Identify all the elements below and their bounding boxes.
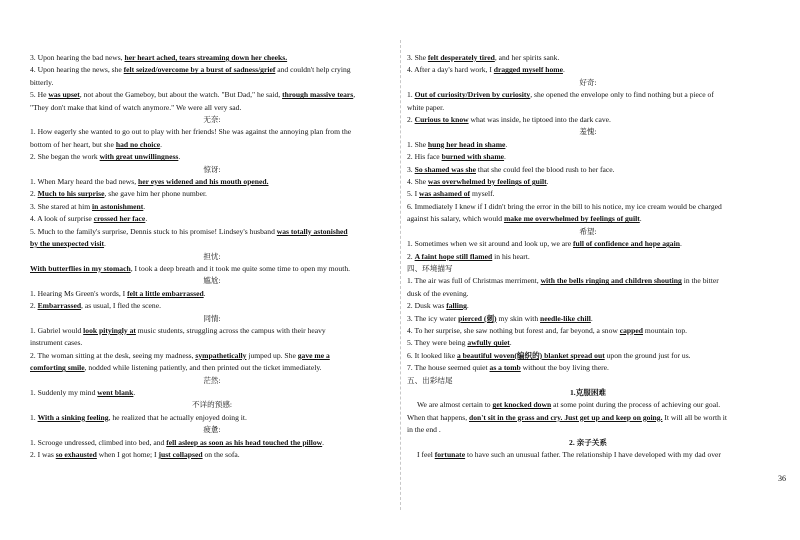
text-line (30, 52, 394, 64)
text-segment: 2. (407, 115, 415, 125)
text-segment: bitterly. (30, 77, 54, 87)
key-phrase: dragged myself home (493, 65, 563, 75)
key-phrase: make me overwhelmed by feelings of guilt (503, 214, 640, 224)
text-segment: . (679, 239, 682, 249)
text-segment: . (160, 139, 163, 149)
text-segment: 2. His face (407, 152, 442, 162)
text-segment: 6. Immediately I knew if I didn't bring the error in the bill to his notice, my ice cream would be charged (407, 201, 722, 211)
key-phrase: with great unwillingness (99, 152, 179, 162)
text-segment: . (178, 152, 181, 162)
text-segment: , not about the Gameboy, but about the watch. "But Dad," he said, (79, 90, 283, 100)
key-phrase: crossed her face (93, 214, 146, 224)
section-heading (407, 375, 769, 387)
section-heading (407, 263, 769, 275)
text-segment: 同情: (203, 313, 221, 323)
key-phrase: A faint hope still flamed (414, 251, 493, 261)
text-segment: mountain top. (642, 325, 688, 335)
text-line (407, 52, 769, 64)
text-segment: "They don't make that kind of watch anymore." We were all very sad. (30, 102, 242, 112)
key-phrase: so exhausted (55, 450, 97, 459)
text-line (407, 251, 769, 263)
left-column (30, 52, 394, 461)
text-segment: 惊讶: (203, 164, 221, 174)
text-segment: . (639, 214, 642, 224)
text-segment: upon the ground just for us. (604, 350, 691, 360)
category-heading (30, 399, 394, 411)
category-heading (30, 251, 394, 263)
text-line (30, 437, 394, 449)
key-phrase: get knocked down (492, 400, 552, 410)
text-line (30, 300, 394, 312)
subsection-heading (407, 387, 769, 399)
text-segment: white paper. (407, 102, 445, 112)
text-line (407, 350, 769, 362)
category-heading (30, 164, 394, 176)
text-segment: , she opened the envelope only to find nothing but a piece of (530, 90, 714, 100)
key-phrase: awfully quiet (467, 338, 510, 348)
text-segment: . (509, 338, 512, 348)
text-segment: 1. The air was full of Christmas merriment, (407, 276, 541, 286)
category-heading (30, 424, 394, 436)
category-heading (407, 77, 769, 89)
text-segment: 7. The house seemed quiet (407, 363, 490, 373)
text-segment: 1. (30, 412, 38, 422)
text-line (30, 102, 394, 114)
text-segment: 5. I (407, 189, 420, 199)
text-line (30, 387, 394, 399)
text-segment: . (546, 177, 549, 187)
text-segment: music students, struggling across the campus with their heavy (135, 325, 326, 335)
key-phrase: by the unexpected visit (30, 239, 105, 249)
text-line (30, 362, 394, 374)
key-phrase: a beautiful woven(编织的) blanket spread out (456, 350, 605, 360)
key-phrase: had no choice (115, 139, 161, 149)
key-phrase: in astonishment (92, 201, 144, 211)
text-segment: 无奈: (203, 115, 221, 125)
text-segment: We are almost certain to (417, 400, 493, 410)
text-segment: 2. (407, 251, 415, 261)
text-line (30, 151, 394, 163)
text-segment: at some point during the process of achieving our goal. (551, 400, 721, 410)
text-segment: , nodded while listening patiently, and then printed out the ticket immediately. (84, 363, 322, 373)
text-segment: 1. Hearing Ms Green's words, I (30, 288, 128, 298)
key-phrase: With butterflies in my stomach (30, 263, 131, 273)
text-segment: I feel (417, 450, 435, 459)
text-segment: 2. I was (30, 450, 56, 459)
text-segment: 2. 亲子关系 (569, 437, 607, 447)
key-phrase: fell asleep as soon as his head touched the pillow (166, 437, 323, 447)
text-segment: 希望: (579, 226, 597, 236)
key-phrase: with the bells ringing and children shouting (540, 276, 682, 286)
text-segment: . (562, 65, 565, 75)
text-segment: bottom of her heart, but she (30, 139, 116, 149)
text-segment: . (505, 139, 508, 149)
category-heading (30, 375, 394, 387)
text-line (30, 238, 394, 250)
key-phrase: Out of curiosity/Driven by curiosity (414, 90, 531, 100)
text-line (30, 201, 394, 213)
text-segment: without the boy living there. (520, 363, 609, 373)
text-segment: . (504, 152, 506, 162)
text-segment: 四、环境描写 (407, 263, 453, 273)
text-segment: to have such an unusual father. The relationship I have developed with my dad over (465, 450, 721, 459)
text-line (30, 226, 394, 238)
key-phrase: look pityingly at (83, 325, 136, 335)
text-segment: , she gave him her phone number. (104, 189, 207, 199)
text-line (30, 412, 394, 424)
key-phrase: So shamed was she (414, 164, 476, 174)
page-number: 36 (778, 474, 786, 483)
key-phrase: her heart ached, tears streaming down her cheeks. (124, 53, 288, 62)
text-segment: . (466, 301, 469, 311)
text-line (407, 288, 769, 300)
text-segment: instrument cases. (30, 338, 83, 348)
text-line (407, 64, 769, 76)
text-segment: 羞愧: (579, 127, 597, 137)
text-segment: When that happens, (407, 412, 469, 422)
category-heading (30, 275, 394, 287)
text-segment: 2. She began the work (30, 152, 100, 162)
text-line (30, 325, 394, 337)
key-phrase: felt desperately tired (427, 53, 495, 62)
text-segment: that she could feel the blood rush to her face. (476, 164, 615, 174)
text-line (30, 126, 394, 138)
text-line (407, 238, 769, 250)
text-segment: . (590, 313, 593, 323)
key-phrase: pierced (刺) (458, 313, 497, 323)
text-segment: 5. Much to the family's surprise, Dennis stuck to his promise! Lindsey's husband (30, 226, 277, 236)
text-segment: on the sofa. (202, 450, 240, 459)
text-segment: 2. (30, 189, 38, 199)
text-segment: 担忧: (203, 251, 221, 261)
text-segment: 1.克服困难 (569, 387, 607, 397)
key-phrase: don't sit in the grass and cry. Just get up and keep on going. (469, 412, 663, 422)
key-phrase: capped (619, 325, 643, 335)
text-segment: 4. She (407, 177, 428, 187)
text-line (407, 275, 769, 287)
text-segment: 4. To her surprise, she saw nothing but forest and, far beyond, a snow (407, 325, 620, 335)
text-segment: and couldn't help crying (275, 65, 351, 75)
text-segment: when I got home; I (96, 450, 159, 459)
text-line (407, 449, 769, 461)
text-line (30, 89, 394, 101)
text-segment: 1. Scrooge undressed, climbed into bed, and (30, 437, 167, 447)
text-segment: 4. After a day's hard work, I (407, 65, 494, 75)
key-phrase: through massive tears (282, 90, 354, 100)
text-segment: . (145, 214, 148, 224)
text-segment: 5. He (30, 90, 49, 100)
column-divider (400, 40, 401, 510)
key-phrase: gave me a (297, 350, 330, 360)
text-segment: , as usual, I fled the scene. (81, 301, 161, 311)
text-line (407, 102, 769, 114)
text-segment: 不详的预感: (191, 400, 233, 410)
text-segment: jumped up. She (246, 350, 298, 360)
key-phrase: as a tomb (489, 363, 521, 373)
key-phrase: was upset (48, 90, 80, 100)
text-segment: 2. The woman sitting at the desk, seeing my madness, (30, 350, 196, 360)
text-segment: 4. A look of surprise (30, 214, 94, 224)
text-line (30, 176, 394, 188)
text-segment: 疲惫: (203, 425, 221, 435)
text-line (30, 350, 394, 362)
text-segment: in the end . (407, 425, 441, 435)
key-phrase: fortunate (434, 450, 466, 459)
text-line (407, 300, 769, 312)
text-segment: 5. They were being (407, 338, 468, 348)
text-segment: . (133, 387, 136, 397)
text-segment: what was inside, he tiptoed into the dark cave. (468, 115, 611, 125)
key-phrase: her eyes widened and his mouth opened. (138, 177, 269, 187)
text-segment: my skin with (496, 313, 541, 323)
text-line (407, 201, 769, 213)
text-segment: , I took a deep breath and it took me quite some time to open my mouth. (130, 263, 351, 273)
text-segment: 五、出彩结尾 (407, 375, 453, 385)
text-segment: 茫然: (203, 375, 221, 385)
text-segment: 3. (407, 164, 415, 174)
text-segment: 1. How eagerly she wanted to go out to play with her friends! She was against the annoying plan from the (30, 127, 352, 137)
text-segment: myself. (470, 189, 495, 199)
text-line (407, 176, 769, 188)
text-line (407, 188, 769, 200)
text-segment: 尴尬: (203, 276, 221, 286)
text-segment: . (104, 239, 106, 249)
text-segment: 1. (407, 90, 415, 100)
key-phrase: comforting smile (30, 363, 85, 373)
category-heading (407, 126, 769, 138)
key-phrase: hung her head in shame (427, 139, 506, 149)
key-phrase: felt a little embarrassed (127, 288, 204, 298)
text-segment: , he realized that he actually enjoyed doing it. (108, 412, 247, 422)
key-phrase: falling (446, 301, 467, 311)
text-line (407, 325, 769, 337)
text-line (407, 213, 769, 225)
key-phrase: Curious to know (414, 115, 469, 125)
key-phrase: felt seized/overcome by a burst of sadness/grief (123, 65, 276, 75)
text-segment: 1. She (407, 139, 428, 149)
text-line (407, 164, 769, 176)
key-phrase: sympathetically (195, 350, 247, 360)
text-line (407, 139, 769, 151)
text-segment: in the bitter (681, 276, 719, 286)
text-line (30, 288, 394, 300)
text-line (407, 399, 769, 411)
text-line (407, 114, 769, 126)
key-phrase: was ashamed of (419, 189, 471, 199)
category-heading (407, 226, 769, 238)
category-heading (30, 114, 394, 126)
key-phrase: Embarrassed (37, 301, 82, 311)
text-line (30, 188, 394, 200)
text-segment: 3. Upon hearing the bad news, (30, 53, 125, 62)
text-line (30, 77, 394, 89)
key-phrase: went blank (97, 387, 134, 397)
text-segment: . (143, 201, 146, 211)
key-phrase: Much to his surprise (37, 189, 105, 199)
text-segment: in his heart. (492, 251, 530, 261)
text-segment: 1. When Mary heard the bad news, (30, 177, 139, 187)
text-line (407, 424, 769, 436)
text-line (30, 263, 394, 275)
text-segment: 1. Suddenly my mind (30, 387, 98, 397)
text-segment: against his salary, which would (407, 214, 504, 224)
text-line (407, 313, 769, 325)
text-line (30, 139, 394, 151)
text-line (30, 449, 394, 461)
right-column (407, 52, 769, 461)
text-segment: 1. Sometimes when we sit around and look up, we are (407, 239, 573, 249)
text-segment: It will all be worth it (662, 412, 728, 422)
text-segment: 3. She stared at him (30, 201, 93, 211)
text-line (407, 412, 769, 424)
text-segment: . (322, 437, 325, 447)
text-segment: dusk of the evening. (407, 288, 469, 298)
text-line (407, 89, 769, 101)
key-phrase: full of confidence and hope again (572, 239, 680, 249)
text-line (407, 151, 769, 163)
text-segment: 3. The icy water (407, 313, 459, 323)
key-phrase: was totally astonished (276, 226, 348, 236)
key-phrase: just collapsed (158, 450, 203, 459)
key-phrase: was overwhelmed by feelings of guilt (427, 177, 547, 187)
text-segment: 2. Dusk was (407, 301, 447, 311)
category-heading (30, 313, 394, 325)
text-segment: , (353, 90, 356, 100)
text-line (30, 337, 394, 349)
key-phrase: With a sinking feeling (37, 412, 109, 422)
key-phrase: burned with shame (441, 152, 505, 162)
text-line (30, 64, 394, 76)
text-segment: . (203, 288, 206, 298)
text-segment: 好奇: (579, 77, 597, 87)
text-segment: 6. It looked like (407, 350, 457, 360)
text-line (407, 337, 769, 349)
text-segment: 4. Upon hearing the news, she (30, 65, 124, 75)
text-segment: 2. (30, 301, 38, 311)
subsection-heading (407, 437, 769, 449)
text-segment: 1. Gabriel would (30, 325, 84, 335)
key-phrase: needle-like chill (540, 313, 591, 323)
text-segment: 3. She (407, 53, 428, 62)
text-segment: , and her spirits sank. (494, 53, 560, 62)
text-line (407, 362, 769, 374)
text-line (30, 213, 394, 225)
